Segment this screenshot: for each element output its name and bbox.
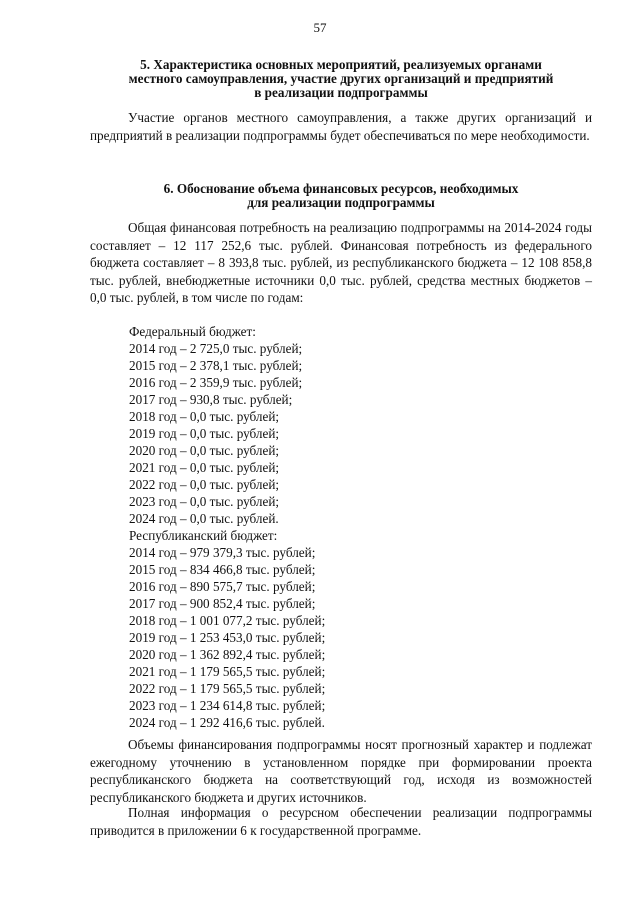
heading-line: 5. Характеристика основных мероприятий, реализуемых органами: [140, 57, 542, 72]
heading-line: местного самоуправления, участие других организаций и предприятий: [128, 71, 554, 86]
federal-budget-list: [129, 323, 589, 527]
section-6-heading: [90, 182, 592, 210]
list-item: 2019 год – 0,0 тыс. рублей;: [129, 426, 280, 441]
list-item: 2016 год – 890 575,7 тыс. рублей;: [129, 579, 316, 594]
list-item: 2018 год – 0,0 тыс. рублей;: [129, 409, 280, 424]
heading-line: в реализации подпрограммы: [254, 85, 428, 100]
list-item: 2016 год – 2 359,9 тыс. рублей;: [129, 375, 303, 390]
list-item: 2015 год – 834 466,8 тыс. рублей;: [129, 562, 316, 577]
financing-volumes-paragraph: Объемы финансирования подпрограммы носят прогнозный характер и подлежат ежегодному уточнению в установленном порядке при формировании проекта республиканского бюджета на соответствующий год, исходя из возможностей республиканского бюджета и других источников.: [90, 737, 592, 805]
list-item: 2022 год – 0,0 тыс. рублей;: [129, 477, 280, 492]
list-item: 2024 год – 1 292 416,6 тыс. рублей.: [129, 715, 325, 730]
funding-summary-paragraph: Общая финансовая потребность на реализацию подпрограммы на 2014-2024 годы составляет – 12 117 252,6 тыс. рублей. Финансовая потребность из федерального бюджета составляет – 8 393,8 тыс. рублей, из республиканского бюджета – 12 108 858,8 тыс. рублей, внебюджетные источники 0,0 тыс. рублей, средства местных бюджетов – 0,0 тыс. рублей, в том числе по годам:: [90, 220, 592, 305]
list-item: 2021 год – 0,0 тыс. рублей;: [129, 460, 280, 475]
section-5-paragraph: Участие органов местного самоуправления, а также других организаций и предприятий в реализации подпрограммы будет обеспечиваться по мере необходимости.: [90, 110, 592, 143]
list-item: 2023 год – 0,0 тыс. рублей;: [129, 494, 280, 509]
list-item: 2019 год – 1 253 453,0 тыс. рублей;: [129, 630, 326, 645]
republic-budget-list: [129, 527, 589, 731]
federal-budget-title: Федеральный бюджет:: [129, 324, 256, 339]
list-item: 2015 год – 2 378,1 тыс. рублей;: [129, 358, 303, 373]
page-number: 57: [313, 20, 327, 35]
heading-line: 6. Обоснование объема финансовых ресурсов, необходимых: [163, 181, 519, 196]
full-info-paragraph: Полная информация о ресурсном обеспечении реализации подпрограммы приводится в приложении 6 к государственной программе.: [90, 805, 592, 838]
list-item: 2021 год – 1 179 565,5 тыс. рублей;: [129, 664, 326, 679]
list-item: 2024 год – 0,0 тыс. рублей.: [129, 511, 279, 526]
list-item: 2014 год – 979 379,3 тыс. рублей;: [129, 545, 316, 560]
list-item: 2017 год – 900 852,4 тыс. рублей;: [129, 596, 316, 611]
list-item: 2023 год – 1 234 614,8 тыс. рублей;: [129, 698, 326, 713]
heading-line: для реализации подпрограммы: [247, 195, 435, 210]
list-item: 2014 год – 2 725,0 тыс. рублей;: [129, 341, 303, 356]
list-item: 2022 год – 1 179 565,5 тыс. рублей;: [129, 681, 326, 696]
list-item: 2018 год – 1 001 077,2 тыс. рублей;: [129, 613, 326, 628]
list-item: 2020 год – 1 362 892,4 тыс. рублей;: [129, 647, 326, 662]
section-5-heading: [90, 58, 592, 100]
republic-budget-title: Республиканский бюджет:: [129, 528, 278, 543]
list-item: 2020 год – 0,0 тыс. рублей;: [129, 443, 280, 458]
list-item: 2017 год – 930,8 тыс. рублей;: [129, 392, 293, 407]
